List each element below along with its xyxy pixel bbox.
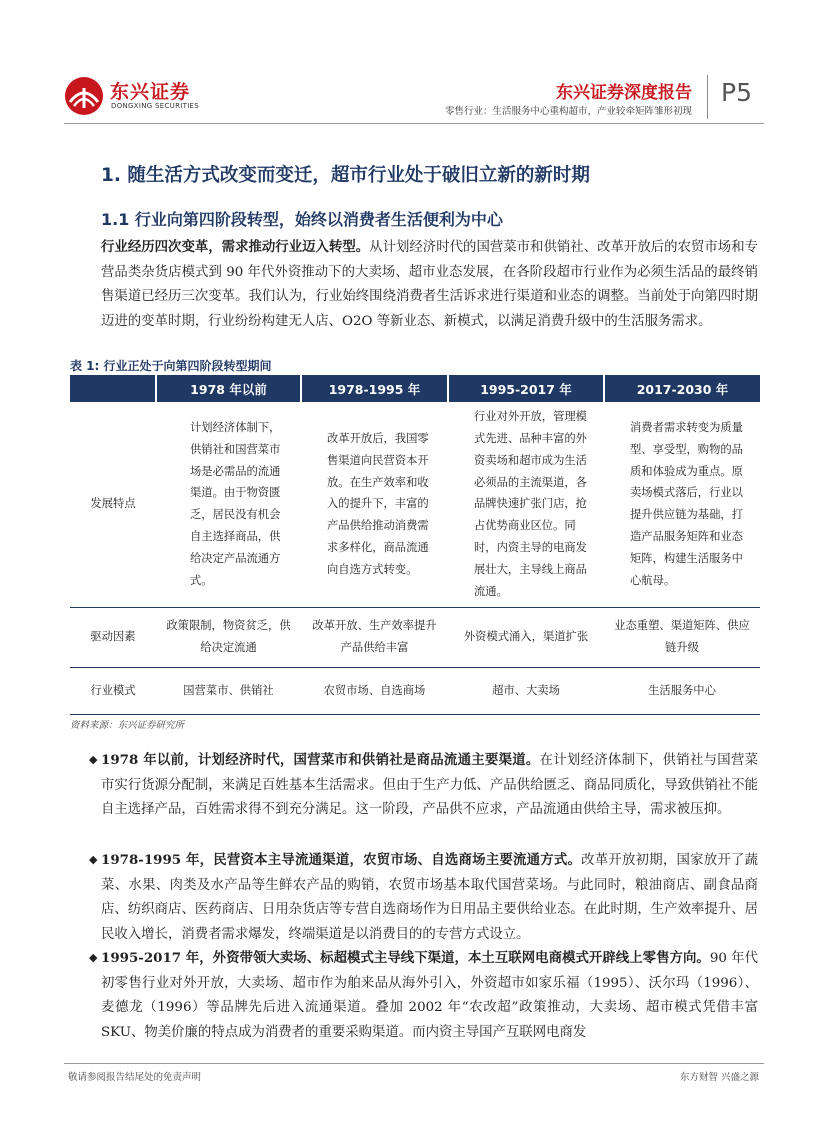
bullet-text: 90 年代初零售行业对外开放，大卖场、超市作为舶来品从海外引入，外资超市如家乐福（1995）、沃尔玛（1996）、麦德龙（1996）等品牌先后进入流通渠道。叠加 2002 年“农改超”政策推动，大卖场、超市模式凭借丰富 SKU、物美价廉的特点成为消费者的重要采购渠道。而内资主导国产互联网电商发 — [101, 951, 758, 1040]
stage-table — [70, 375, 760, 715]
bullet-diamond-icon: ◆ — [89, 753, 98, 766]
header-rule — [64, 123, 764, 124]
bullet-item — [89, 946, 758, 1045]
table-cell: 生活服务中心 — [604, 667, 760, 714]
bullet-item — [89, 848, 758, 947]
table-cell — [448, 402, 604, 607]
table-header-cell — [70, 375, 156, 402]
bullet-text: 改革开放初期，国家放开了蔬菜、水果、肉类及水产品等生鲜农产品的购销，农贸市场基本取代国营菜场。与此同时，粮油商店、副食品商店、纺织商店、医药商店、日用杂货店等专营自选商场作为日用品主要供给业态。在此时期，生产效率提升、居民收入增长，消费者需求爆发，终端渠道是以消费目的的专营方式设立。 — [101, 853, 758, 942]
table-cell — [156, 402, 301, 607]
footer-slogan: 东方财智 兴盛之源 — [679, 1072, 759, 1083]
intro-paragraph — [101, 235, 758, 334]
bullet-diamond-icon: ◆ — [89, 853, 98, 866]
cell-text: 消费者需求转变为质量型、享受型，购物的品质和体验成为重点。原卖场模式落后，行业以提升供应链为基础，打造产品服务矩阵和业态矩阵，构建生活服务中心航母。 — [630, 421, 743, 587]
table-row — [70, 607, 760, 667]
table-header-cell: 1978 年以前 — [156, 375, 301, 402]
section-heading: 1. 随生活方式改变而变迁，超市行业处于破旧立新的新时期 — [101, 165, 590, 186]
cell-text: 改革开放后，我国零售渠道向民营资本开放。在生产效率和收入的提升下，丰富的产品供给推动消费需求多样化，商品流通向自选方式转变。 — [327, 431, 429, 576]
row-label: 驱动因素 — [70, 607, 156, 667]
table-cell — [301, 402, 448, 607]
bullet-lead: 1978 年以前，计划经济时代，国营菜市和供销社是商品流通主要渠道。 — [101, 752, 540, 768]
table-header-cell: 2017-2030 年 — [604, 375, 760, 402]
table-header-cell: 1978-1995 年 — [301, 375, 448, 402]
row-label: 发展特点 — [70, 402, 156, 607]
table-cell: 外资模式涌入，渠道扩张 — [448, 607, 604, 667]
cell-text: 计划经济体制下，供销社和国营菜市场是必需品的流通渠道。由于物资匮乏，居民没有机会自主选择商品，供给决定产品流通方式。 — [190, 421, 281, 587]
page-number: P5 — [721, 78, 752, 107]
table-source: 资料来源：东兴证券研究所 — [70, 720, 185, 731]
intro-lead: 行业经历四次变革，需求推动行业迈入转型。 — [101, 239, 370, 255]
table-cell: 业态重塑、渠道矩阵、供应链升级 — [604, 607, 760, 667]
bullet-item — [89, 748, 759, 823]
table-caption: 表 1: 行业正处于向第四阶段转型期间 — [70, 359, 272, 373]
table-header-cell: 1995-2017 年 — [448, 375, 604, 402]
row-label: 行业模式 — [70, 667, 156, 714]
intro-text: 从计划经济时代的国营菜市和供销社、改革开放后的农贸市场和专营品类杂货店模式到 90 年代外资推动下的大卖场、超市业态发展，在各阶段超市行业作为必须生活品的最终销售渠道已经历三次变革。我们认为，行业始终围绕消费者生活诉求进行渠道和业态的调整。当前处于向第四时期迈进的变革时期，行业纷纷构建无人店、O2O 等新业态、新模式，以满足消费升级中的生活服务需求。 — [101, 240, 758, 329]
table-cell: 农贸市场、自选商场 — [301, 667, 448, 714]
bullet-diamond-icon: ◆ — [89, 951, 98, 964]
table-cell: 超市、大卖场 — [448, 667, 604, 714]
table-cell: 国营菜市、供销社 — [156, 667, 301, 714]
table-header-row — [70, 375, 760, 402]
table-row — [70, 667, 760, 714]
table-cell: 改革开放、生产效率提升产品供给丰富 — [301, 607, 448, 667]
report-title: 东兴证券深度报告 — [556, 83, 692, 103]
table-row — [70, 402, 760, 607]
logo-chinese-name: 东兴证券 — [110, 81, 191, 103]
footer-rule — [64, 1063, 764, 1064]
logo-english-name: DONGXING SECURITIES — [111, 102, 200, 110]
bullet-lead: 1978-1995 年，民营资本主导流通渠道，农贸市场、自选商场主要流通方式。 — [101, 852, 582, 868]
table-cell — [604, 402, 760, 607]
bullet-text: 在计划经济体制下，供销社与国营菜市实行货源分配制，来满足百姓基本生活需求。但由于生产力低、产品供给匮乏、商品同质化，导致供销社不能自主选择产品，百姓需求得不到充分满足。这一阶段，产品供不应求，产品流通由供给主导，需求被压抑。 — [101, 753, 759, 818]
table-cell: 政策限制，物资贫乏，供给决定流通 — [156, 607, 301, 667]
dongxing-logo-icon — [64, 76, 104, 116]
report-subtitle: 零售行业：生活服务中心重构超市，产业较牵矩阵雏形初现 — [444, 106, 692, 117]
subsection-heading: 1.1 行业向第四阶段转型，始终以消费者生活便利为中心 — [101, 210, 503, 229]
bullet-lead: 1995-2017 年，外资带领大卖场、标超模式主导线下渠道，本土互联网电商模式开辟线上零售方向。 — [101, 950, 710, 966]
cell-text: 行业对外开放，管理模式先进、品种丰富的外资卖场和超市成为生活必须品的主流渠道，各品牌快速扩张门店，抢占优势商业区位。同时，内资主导的电商发展壮大，主导线上商品流通。 — [474, 410, 587, 598]
company-logo — [64, 76, 244, 116]
header-divider — [707, 75, 708, 119]
footer-disclaimer: 敬请参阅报告结尾处的免责声明 — [68, 1072, 202, 1083]
